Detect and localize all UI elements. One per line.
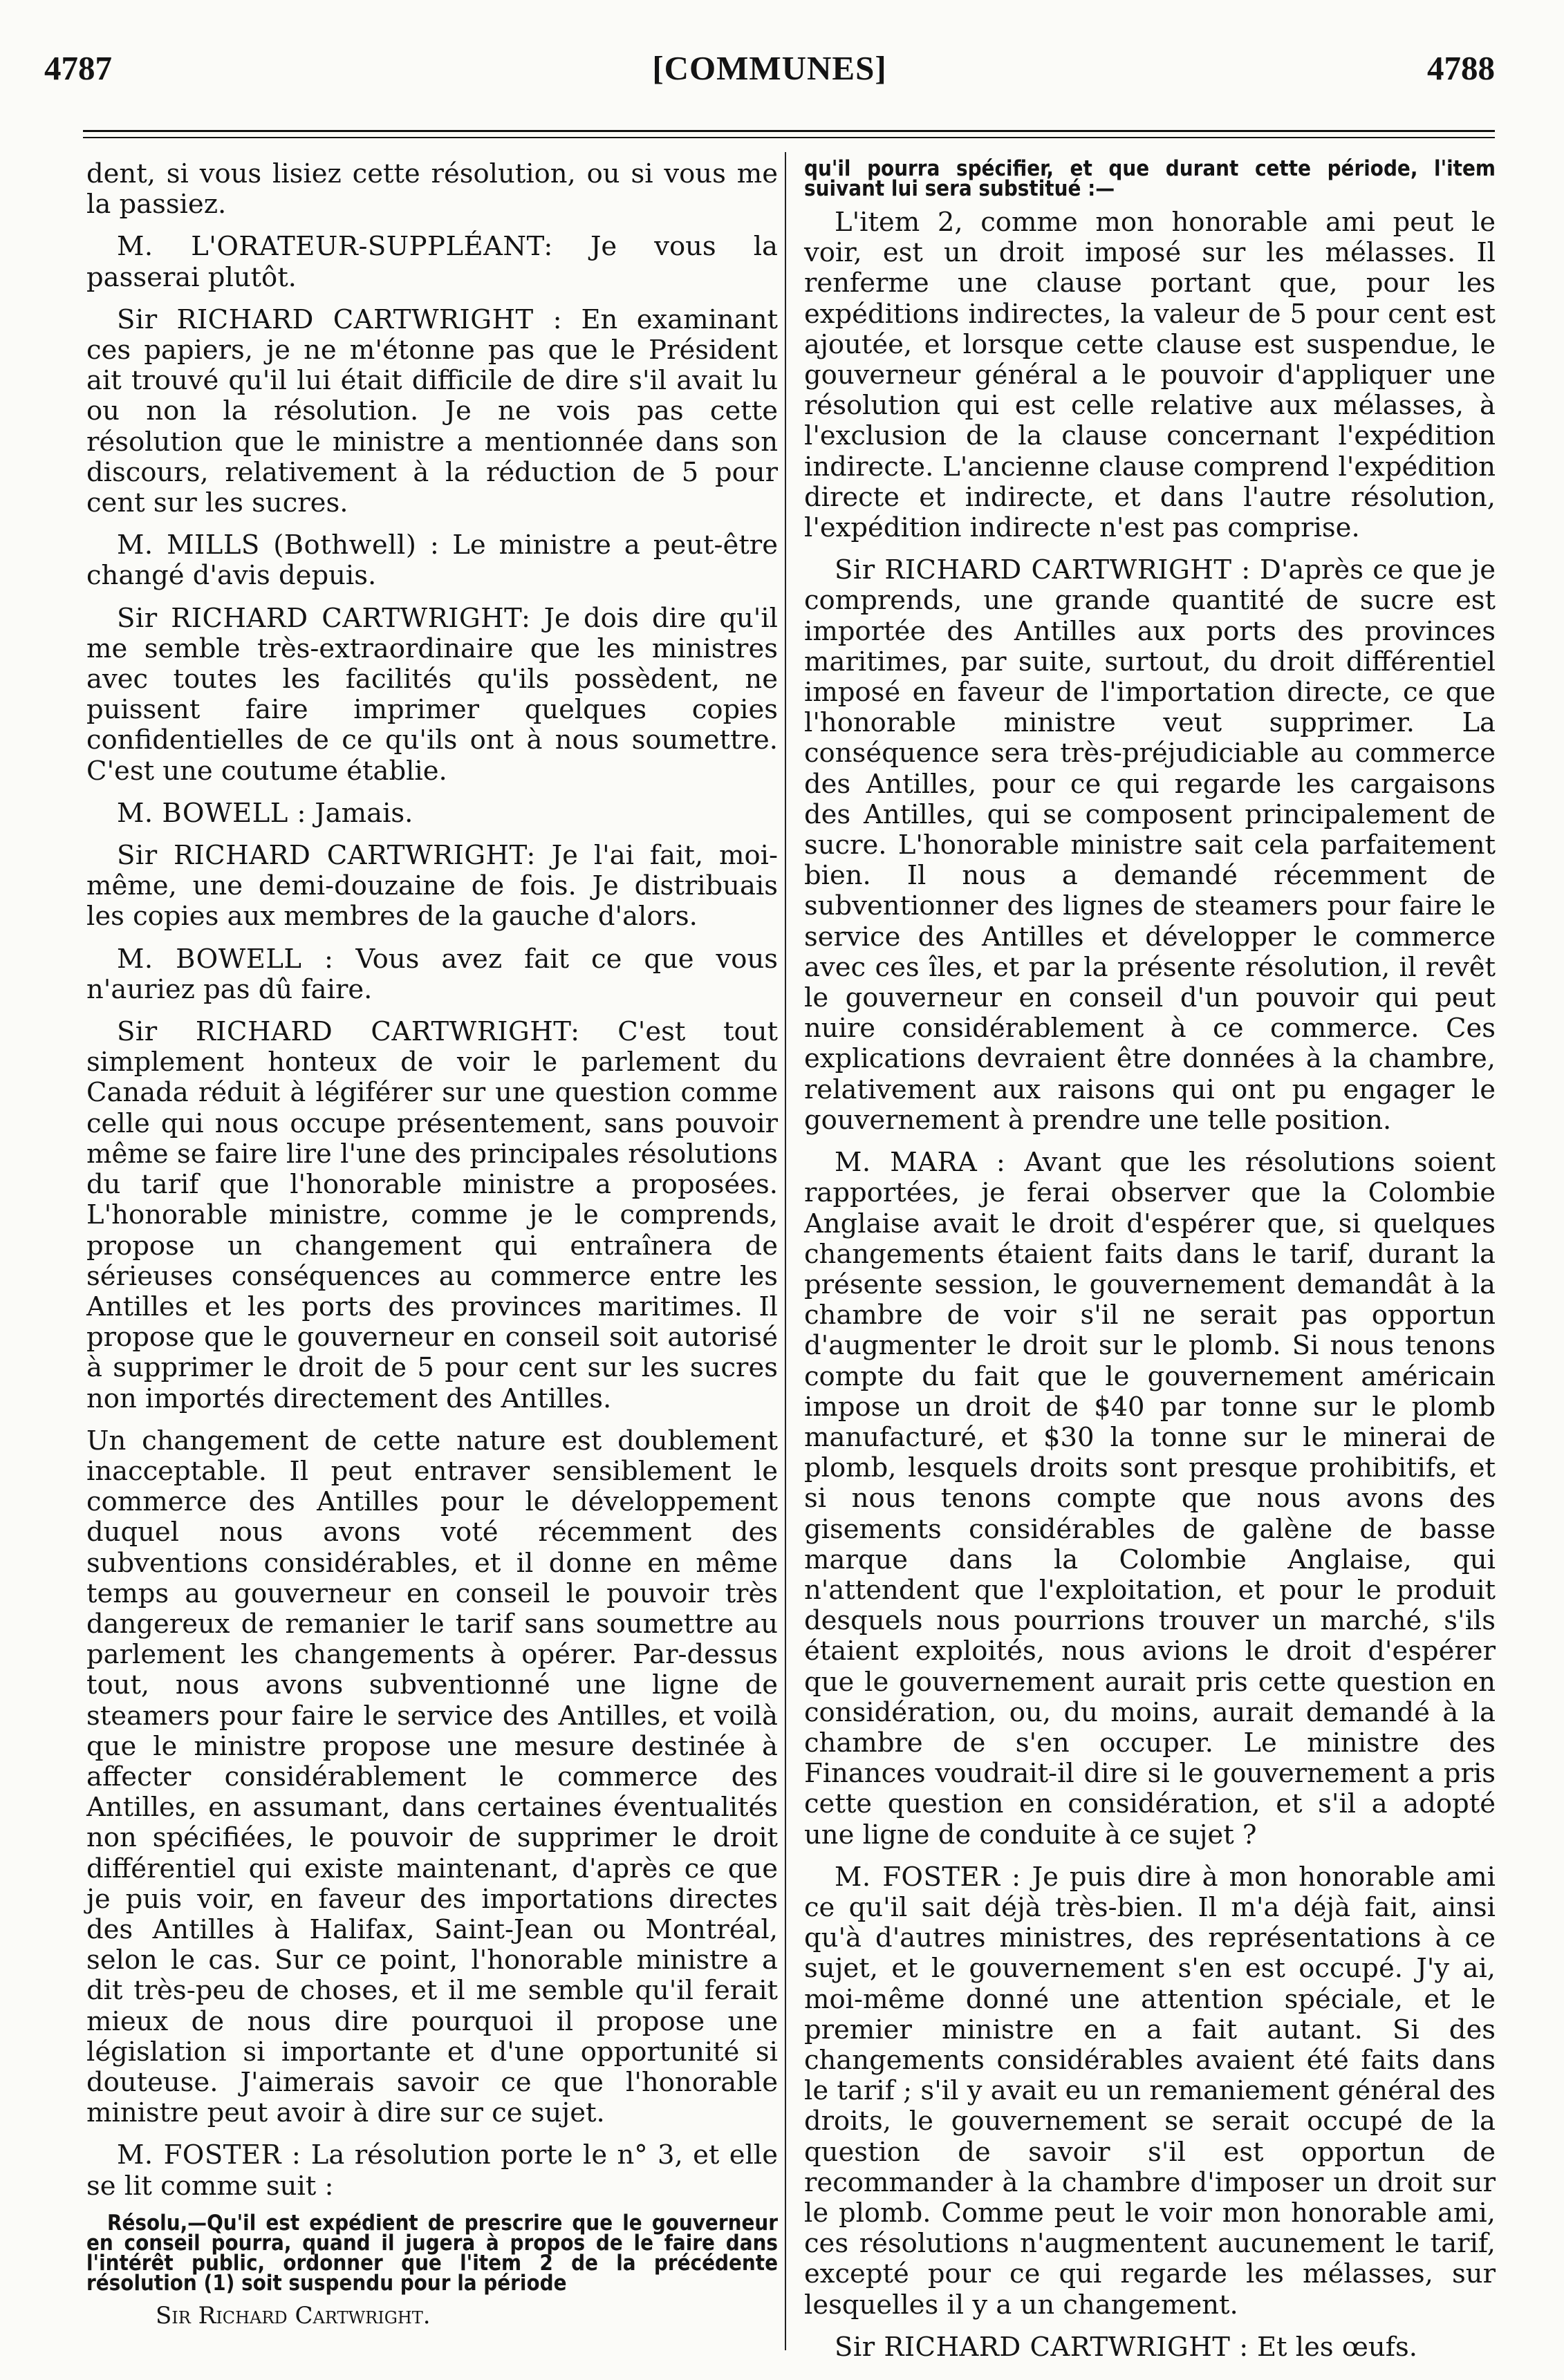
paragraph: Un changement de cette nature est doublement inacceptable. Il peut entraver sensiblement le commerce des Antilles pour le développement duquel nous avons voté récemment des subventions considérables, et il donne en même temps au gouverneur en conseil le pouvoir très dangereux de remanier le tarif sans soumettre au parlement les changements à opérer. Par-dessus tout, nous avons subventionné une ligne de steamers pour faire le service des Antilles, et voilà que le ministre propose une mesure destinée à affecter considérablement le commerce des Antilles, en assumant, dans certaines éventualités non spécifiées, le pouvoir de supprimer le droit différentiel qui existe maintenant, d'après ce que je puis voir, en faveur des importations directes des Antilles à Halifax, Saint-Jean ou Montréal, selon le cas. Sur ce point, l'honorable ministre a dit très-peu de choses, et il me semble qu'il ferait mieux de nous dire pourquoi il propose une législation si importante et d'une opportunité si douteuse. J'aimerais savoir ce que l'honorable ministre peut avoir à dire sur ce sujet. [86,1425,778,2129]
left-column [86,159,778,2330]
resolution-quote-continued: qu'il pourra spécifier, et que durant cette période, l'item suivant lui sera substitué :— [804,156,1496,201]
paragraph [86,1017,778,1414]
speech-text: Je puis dire à mon honorable ami ce qu'il sait déjà très-bien. Il m'a déjà fait, ainsi qu'à d'autres ministres, des représentations à ce sujet, et le gouvernement s'en est occupé. J'y ai, moi-même donné une attention spéciale, et le premier ministre en a fait autant. Si des changements considérables avaient été faits dans le tarif ; s'il y avait eu un remaniement général des droits, le gouvernement se serait occupé de la question de savoir s'il est opportun de recommander à la chambre d'imposer un droit sur le plomb. Comme peut le voir mon honorable ami, ces résolutions n'augmentent aucunement le tarif, excepté pour ce qui regarde les mélasses, sur lesquelles il y a un changement. [804,1861,1496,2321]
resolution-quote: Résolu,—Qu'il est expédient de prescrire que le gouverneur en conseil pourra, quand il jugera à propos de le faire dans l'intérêt public, ordonner que l'item 2 de la précédente résolution (1) soit suspendu pour la période [86,2210,778,2296]
speaker-name: M. FOSTER : [117,2139,301,2171]
speaker-name: M. BOWELL : [117,797,306,829]
speaker-name: Sir RICHARD CARTWRIGHT: [117,840,536,872]
running-title: [COMMUNES] [652,49,887,87]
paragraph [86,530,778,591]
speech-text: Avant que les résolutions soient rapportées, je ferai observer que la Colombie Anglaise avait le droit d'espérer que, si quelques changements étaient faits dans le tarif, durant la présente session, le gouvernement demandât à la chambre de voir s'il ne serait pas opportun d'augmenter le droit sur le plomb. Si nous tenons compte du fait que le gouvernement américain impose un droit de $40 par tonne sur le plomb manufacturé, et $30 la tonne sur le minerai de plomb, lesquels droits sont presque prohibitifs, et si nous tenons compte que nous avons des gisements considérables de galène de basse marque dans la Colombie Anglaise, qui n'attendent que l'exploitation, et pour le produit desquels nous pourrions trouver un marché, s'ils étaient exploités, nous avions le droit d'espérer que le gouvernement aurait pris cette question en considération, ou, du moins, aurait demandé à la chambre de s'en occuper. Le ministre des Finances voudrait-il dire si le gouvernement a pris cette question en considération, et s'il a adopté une ligne de conduite à ce sujet ? [804,1147,1496,1850]
column-divider [785,152,786,2350]
speech-text: La résolution porte le n° 3, et elle se lit comme suit : [86,2139,779,2202]
paragraph: L'item 2, comme mon honorable ami peut le voir, est un droit imposé sur les mélasses. Il renferme une clause portant que, pour les expéditions indirectes, la valeur de 5 pour cent est ajoutée, et lorsque cette clause est suspendue, le gouverneur général a le pouvoir d'appliquer une résolution qui est celle relative aux mélasses, à l'exclusion de la clause concernant l'expédition indirecte. L'ancienne clause comprend l'expédition directe et indirecte, et dans l'autre résolution, l'expédition indirecte n'est pas comprise. [804,207,1496,544]
speech-text: D'après ce que je comprends, une grande quantité de sucre est importée des Antilles aux ports des provinces maritimes, par suite, surtout, du droit différentiel imposé en faveur de l'importation directe, ce que l'honorable ministre veut supprimer. La conséquence sera très-préjudiciable au commerce des Antilles, pour ce qui regarde les cargaisons des Antilles, qui se composent principalement de sucre. L'honorable ministre sait cela parfaitement bien. Il nous a demandé récemment de subventionner des lignes de steamers pour faire le service des Antilles et développer le commerce avec ces îles, et par la présente résolution, il revêt le gouverneur en conseil d'un pouvoir qui peut nuire considérablement à ce commerce. Ces explications devraient être données à la chambre, relativement aux raisons qui ont pu engager le gouvernement à prendre une telle position. [804,554,1496,1136]
speaker-name: Sir RICHARD CARTWRIGHT: [117,1016,580,1048]
speaker-name: M. MILLS (Bothwell) : [117,530,440,561]
paragraph: dent, si vous lisiez cette résolution, ou si vous me la passiez. [86,158,778,221]
speech-text: Le ministre a peut-être changé d'avis depuis. [86,530,778,592]
speech-text: Je vous la passerai plutôt. [86,231,778,293]
speaker-name: M. MARA : [835,1147,1006,1179]
speech-text: Je l'ai fait, moi-même, une demi-douzaine de fois. Je distribuais les copies aux membres de la gauche d'alors. [86,840,778,933]
paragraph [804,555,1496,1136]
paragraph [86,232,778,292]
speech-text: En examinant ces papiers, je ne m'étonne pas que le Président ait trouvé qu'il lui était difficile de dire s'il avait lu ou non la résolution. Je ne vois pas cette résolution que le ministre a mentionnée dans son discours, relativement à la réduction de 5 pour cent sur les sucres. [86,303,778,519]
paragraph [804,1862,1496,2321]
paragraph [86,944,778,1005]
header-rule [83,130,1495,132]
speaker-name: M. L'ORATEUR-SUPPLÉANT: [117,231,553,263]
speech-text: Je dois dire qu'il me semble très-extraordinaire que les ministres avec toutes les facilités qu'ils possèdent, ne puissent faire imprimer quelques copies confidentielles de ce qu'ils ont à nous soumettre. C'est une coutume établie. [86,602,778,787]
speech-text: Jamais. [306,797,413,829]
paragraph [804,2332,1496,2363]
speaker-name: M. BOWELL : [117,943,334,975]
right-column [804,156,1496,2374]
paragraph [804,1147,1496,1850]
page-number-right: 4788 [1427,49,1495,87]
speaker-name: Sir RICHARD CARTWRIGHT : [835,2331,1249,2363]
speech-text: Vous avez fait ce que vous n'auriez pas dû faire. [86,943,778,1005]
speaker-name: Sir RICHARD CARTWRIGHT : [835,554,1251,586]
paragraph [86,603,778,787]
paragraph [86,841,778,933]
header-rule-thin [83,137,1495,138]
speaker-name: Sir RICHARD CARTWRIGHT : [117,303,563,335]
page-header [44,48,1495,104]
speech-text: C'est tout simplement honteux de voir le parlement du Canada réduit à légiférer sur une question comme celle qui nous occupe présentement, sans pouvoir même se faire lire l'une des principales résolutions du tarif que l'honorable ministre a proposées. L'honorable ministre, comme je le comprends, propose un changement qui entraînera de sérieuses conséquences au commerce entre les Antilles et les ports des provinces maritimes. Il propose que le gouverneur en conseil soit autorisé à supprimer le droit de 5 pour cent sur les sucres non importés directement des Antilles. [86,1016,778,1414]
speaker-name: M. FOSTER : [835,1861,1021,1893]
speaker-name: Sir RICHARD CARTWRIGHT: [117,602,531,634]
speaker-byline: Sir Richard Cartwright. [156,2301,431,2330]
speech-text: Et les œufs. [1248,2331,1417,2363]
paragraph [86,798,778,829]
paragraph [86,305,778,518]
paragraph [86,2140,778,2201]
page-number-left: 4787 [44,49,112,87]
